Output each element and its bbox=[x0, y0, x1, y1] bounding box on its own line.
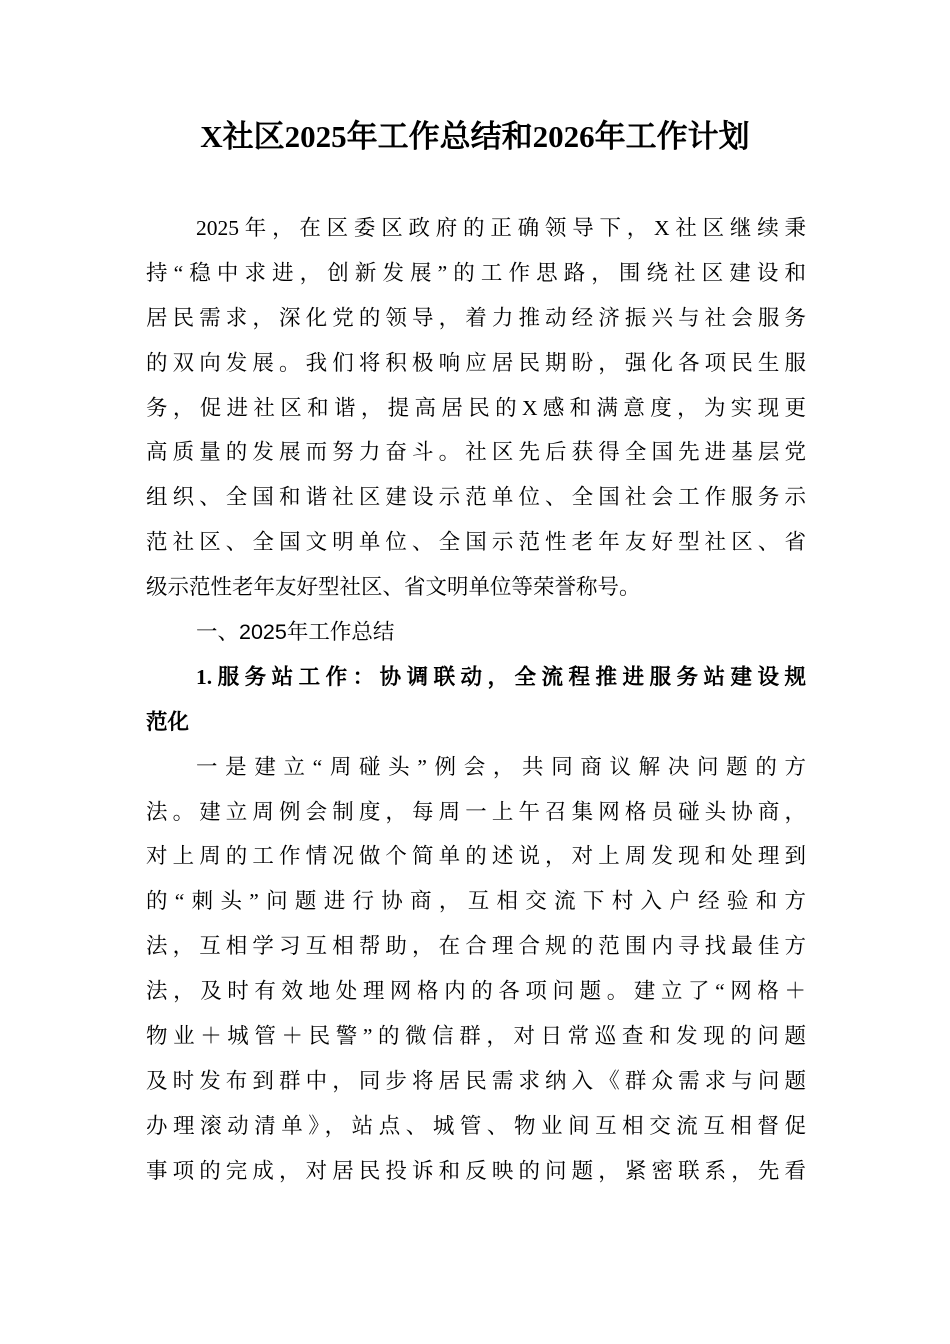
text-line: 物业＋城管＋民警”的微信群，对日常巡查和发现的问题 bbox=[146, 1024, 806, 1049]
text-line: 一是建立“周碰头”例会，共同商议解决问题的方 bbox=[196, 754, 806, 779]
text-line: 的“刺头”问题进行协商，互相交流下村入户经验和方 bbox=[146, 889, 806, 914]
text-line: 2025年，在区委区政府的正确领导下，X社区继续秉 bbox=[196, 216, 806, 240]
text-line: 范社区、全国文明单位、全国示范性老年友好型社区、省 bbox=[146, 530, 806, 555]
text-line: 范化 bbox=[146, 709, 190, 734]
text-line: 法。建立周例会制度，每周一上午召集网格员碰头协商， bbox=[146, 799, 806, 824]
text-line: 的双向发展。我们将积极响应居民期盼，强化各项民生服 bbox=[146, 350, 806, 375]
document-title: X社区2025年工作总结和2026年工作计划 bbox=[200, 119, 750, 154]
text-line: 居民需求，深化党的领导，着力推动经济振兴与社会服务 bbox=[146, 305, 806, 330]
text-line: 组织、全国和谐社区建设示范单位、全国社会工作服务示 bbox=[146, 485, 806, 510]
text-line: 对上周的工作情况做个简单的述说，对上周发现和处理到 bbox=[146, 844, 806, 869]
body-paragraph bbox=[146, 745, 806, 1194]
text-line: 级示范性老年友好型社区、省文明单位等荣誉称号。 bbox=[146, 575, 641, 600]
intro-paragraph bbox=[146, 206, 806, 610]
subsection-heading bbox=[146, 655, 806, 745]
text-line: 办理滚动清单》，站点、城管、物业间互相交流互相督促 bbox=[146, 1113, 806, 1138]
text-line: 及时发布到群中，同步将居民需求纳入《群众需求与问题 bbox=[146, 1068, 806, 1093]
text-line: 法，及时有效地处理网格内的各项问题。建立了“网格＋ bbox=[146, 979, 806, 1004]
text-line: 持“稳中求进，创新发展”的工作思路，围绕社区建设和 bbox=[146, 260, 806, 285]
text-line: 1.服务站工作：协调联动，全流程推进服务站建设规 bbox=[196, 664, 806, 689]
text-line: 高质量的发展而努力奋斗。社区先后获得全国先进基层党 bbox=[146, 440, 806, 465]
text-line: 务，促进社区和谐，提高居民的X感和满意度，为实现更 bbox=[146, 395, 806, 420]
document-body bbox=[146, 206, 806, 1194]
text-line: 法，互相学习互相帮助，在合理合规的范围内寻找最佳方 bbox=[146, 934, 806, 959]
section-heading: 一、2025年工作总结 bbox=[196, 620, 395, 645]
text-line: 事项的完成，对居民投诉和反映的问题，紧密联系，先看 bbox=[146, 1158, 806, 1183]
